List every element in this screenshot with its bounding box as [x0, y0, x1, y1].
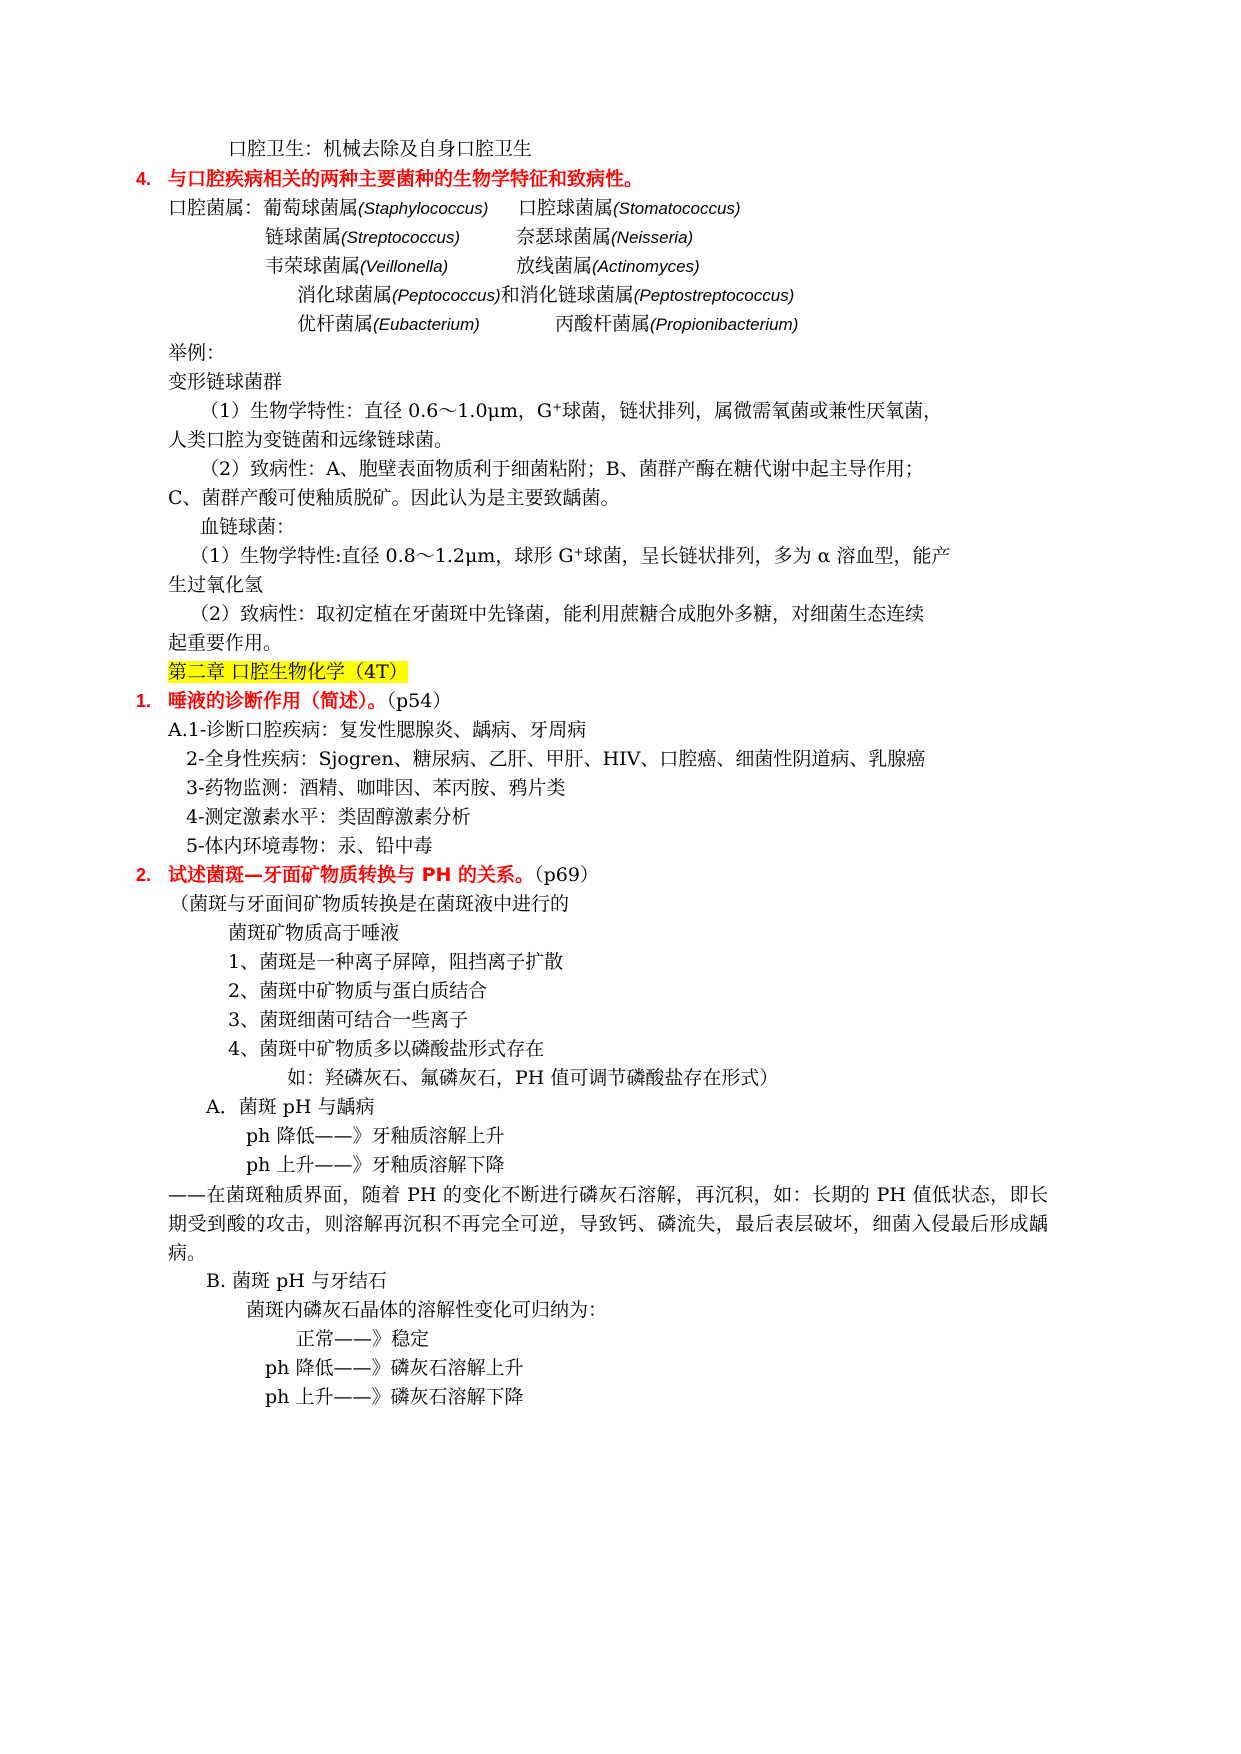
- hygiene-line: 口腔卫生：机械去除及自身口腔卫生: [228, 138, 533, 160]
- section-a-heading: A．菌斑 pH 与龋病: [206, 1096, 375, 1118]
- question-1-text: 唾液的诊断作用（简述）。: [168, 690, 387, 712]
- mineral-line-4: 3、菌斑细菌可结合一些离子: [228, 1009, 469, 1031]
- sanguis-heading: 血链球菌：: [200, 516, 296, 538]
- genus-latin: (Streptococcus): [341, 228, 461, 247]
- question-2-text: 试述菌斑—牙面矿物质转换与 PH 的关系。: [168, 864, 535, 886]
- chapter-highlight: 第二章 口腔生物化学（4T）: [168, 661, 408, 683]
- question-4-number: 4.: [136, 169, 152, 189]
- question-1-number: 1.: [136, 691, 152, 711]
- sanguis-pathogenicity-cont: 起重要作用。: [168, 632, 283, 654]
- mutans-biology-cont: 人类口腔为变链菌和远缘链球菌。: [168, 429, 454, 451]
- section-a-line-2: ph 上升——》牙釉质溶解下降: [246, 1154, 505, 1176]
- chapter-2-heading: [168, 659, 408, 685]
- genera-row-2a: [265, 224, 460, 251]
- genus-cn: 消化球菌属: [297, 284, 393, 306]
- mineral-line-1: 菌斑矿物质高于唾液: [228, 922, 400, 944]
- genera-row-3b: [516, 253, 700, 280]
- genus-latin: (Staphylococcus): [358, 199, 489, 218]
- section-b-line-2: 正常——》稳定: [296, 1328, 430, 1350]
- question-2-page: （p69）: [534, 864, 599, 886]
- diag-item-5: 5-体内环境毒物：汞、铅中毒: [186, 835, 433, 857]
- example-label: 举例：: [168, 342, 226, 364]
- question-2-number: 2.: [136, 865, 152, 885]
- genera-prefix: 口腔菌属：: [168, 197, 264, 219]
- mutans-pathogenicity-cont: C、菌群产酸可使釉质脱矿。因此认为是主要致龋菌。: [168, 487, 620, 509]
- mineral-intro: （菌斑与牙面间矿物质转换是在菌斑液中进行的: [170, 893, 570, 915]
- genus-cn: 优杆菌属: [297, 313, 374, 335]
- diag-item-3: 3-药物监测：酒精、咖啡因、苯丙胺、鸦片类: [186, 777, 566, 799]
- genus-latin: (Peptococcus): [392, 286, 501, 305]
- question-2-heading: [168, 862, 599, 888]
- mutans-pathogenicity: （2）致病性：A、胞壁表面物质利于细菌粘附；B、菌群产酶在糖代谢中起主导作用；: [200, 458, 924, 480]
- question-1-page: （p54）: [386, 690, 452, 712]
- mutans-biology: （1）生物学特性：直径 0.6～1.0μm，G⁺球菌，链状排列，属微需氧菌或兼性厌氧菌，: [200, 400, 943, 422]
- genus-cn: 链球菌属: [265, 226, 342, 248]
- mineral-line-2: 1、菌斑是一种离子屏障，阻挡离子扩散: [228, 951, 564, 973]
- genus-latin: (Stomatococcus): [613, 199, 741, 218]
- genera-row-1b: [518, 195, 741, 222]
- sanguis-pathogenicity: （2）致病性：取初定植在牙菌斑中先锋菌，能利用蔗糖合成胞外多糖，对细菌生态连续: [190, 603, 925, 625]
- genus-latin: (Peptostreptococcus): [633, 286, 795, 305]
- section-b-line-4: ph 上升——》磷灰石溶解下降: [265, 1386, 524, 1408]
- genus-cn: 丙酸杆菌属: [555, 313, 651, 335]
- mineral-line-5: 4、菌斑中矿物质多以磷酸盐形式存在: [228, 1038, 545, 1060]
- section-b-line-1: 菌斑内磷灰石晶体的溶解性变化可归纳为：: [246, 1299, 608, 1321]
- genus-latin: (Veillonella): [360, 257, 449, 276]
- genus-latin: (Eubacterium): [373, 315, 480, 334]
- genus-cn: 奈瑟球菌属: [516, 226, 612, 248]
- section-b-line-3: ph 降低——》磷灰石溶解上升: [265, 1357, 524, 1379]
- genera-row-5a: [297, 311, 480, 338]
- caries-paragraph: ——在菌斑釉质界面，随着 PH 的变化不断进行磷灰石溶解，再沉积，如：长期的 PH 值低状态，即长期受到酸的攻击，则溶解再沉积不再完全可逆，导致钙、磷流失，最后表层破坏，细菌入侵最后形成龋病。: [168, 1184, 1048, 1264]
- mineral-line-6: 如：羟磷灰石、氟磷灰石，PH 值可调节磷酸盐存在形式）: [287, 1067, 779, 1089]
- section-a-line-1: ph 降低——》牙釉质溶解上升: [246, 1125, 505, 1147]
- genus-latin: (Actinomyces): [592, 257, 700, 276]
- genus-latin: (Propionibacterium): [650, 315, 799, 334]
- genus-cn: 韦荣球菌属: [265, 255, 361, 277]
- section-b-heading: B. 菌斑 pH 与牙结石: [206, 1270, 387, 1292]
- sanguis-biology-cont: 生过氧化氢: [168, 574, 264, 596]
- mineral-line-3: 2、菌斑中矿物质与蛋白质结合: [228, 980, 488, 1002]
- genus-cn: 口腔球菌属: [518, 197, 614, 219]
- sanguis-biology: （1）生物学特性:直径 0.8～1.2μm，球形 G⁺球菌，呈长链状排列，多为 α 溶血型，能产: [190, 545, 951, 567]
- genera-row-3a: [265, 253, 448, 280]
- genera-row-2b: [516, 224, 693, 251]
- genus-cn: 和消化链球菌属: [500, 284, 634, 306]
- question-1-heading: [168, 688, 451, 714]
- genus-cn: 葡萄球菌属: [263, 197, 359, 219]
- genera-row-1: [168, 195, 488, 222]
- genera-row-4: [297, 282, 794, 309]
- diag-item-2: 2-全身性疾病：Sjogren、糖尿病、乙肝、甲肝、HIV、口腔癌、细菌性阴道病、乳腺癌: [186, 748, 926, 770]
- question-4-heading: 与口腔疾病相关的两种主要菌种的生物学特征和致病性。: [168, 168, 644, 190]
- mutans-heading: 变形链球菌群: [168, 371, 283, 393]
- diag-item-1: A.1-诊断口腔疾病：复发性腮腺炎、龋病、牙周病: [168, 719, 587, 741]
- genus-latin: (Neisseria): [611, 228, 694, 247]
- genus-cn: 放线菌属: [516, 255, 593, 277]
- diag-item-4: 4-测定激素水平：类固醇激素分析: [186, 806, 471, 828]
- genera-row-5b: [555, 311, 798, 338]
